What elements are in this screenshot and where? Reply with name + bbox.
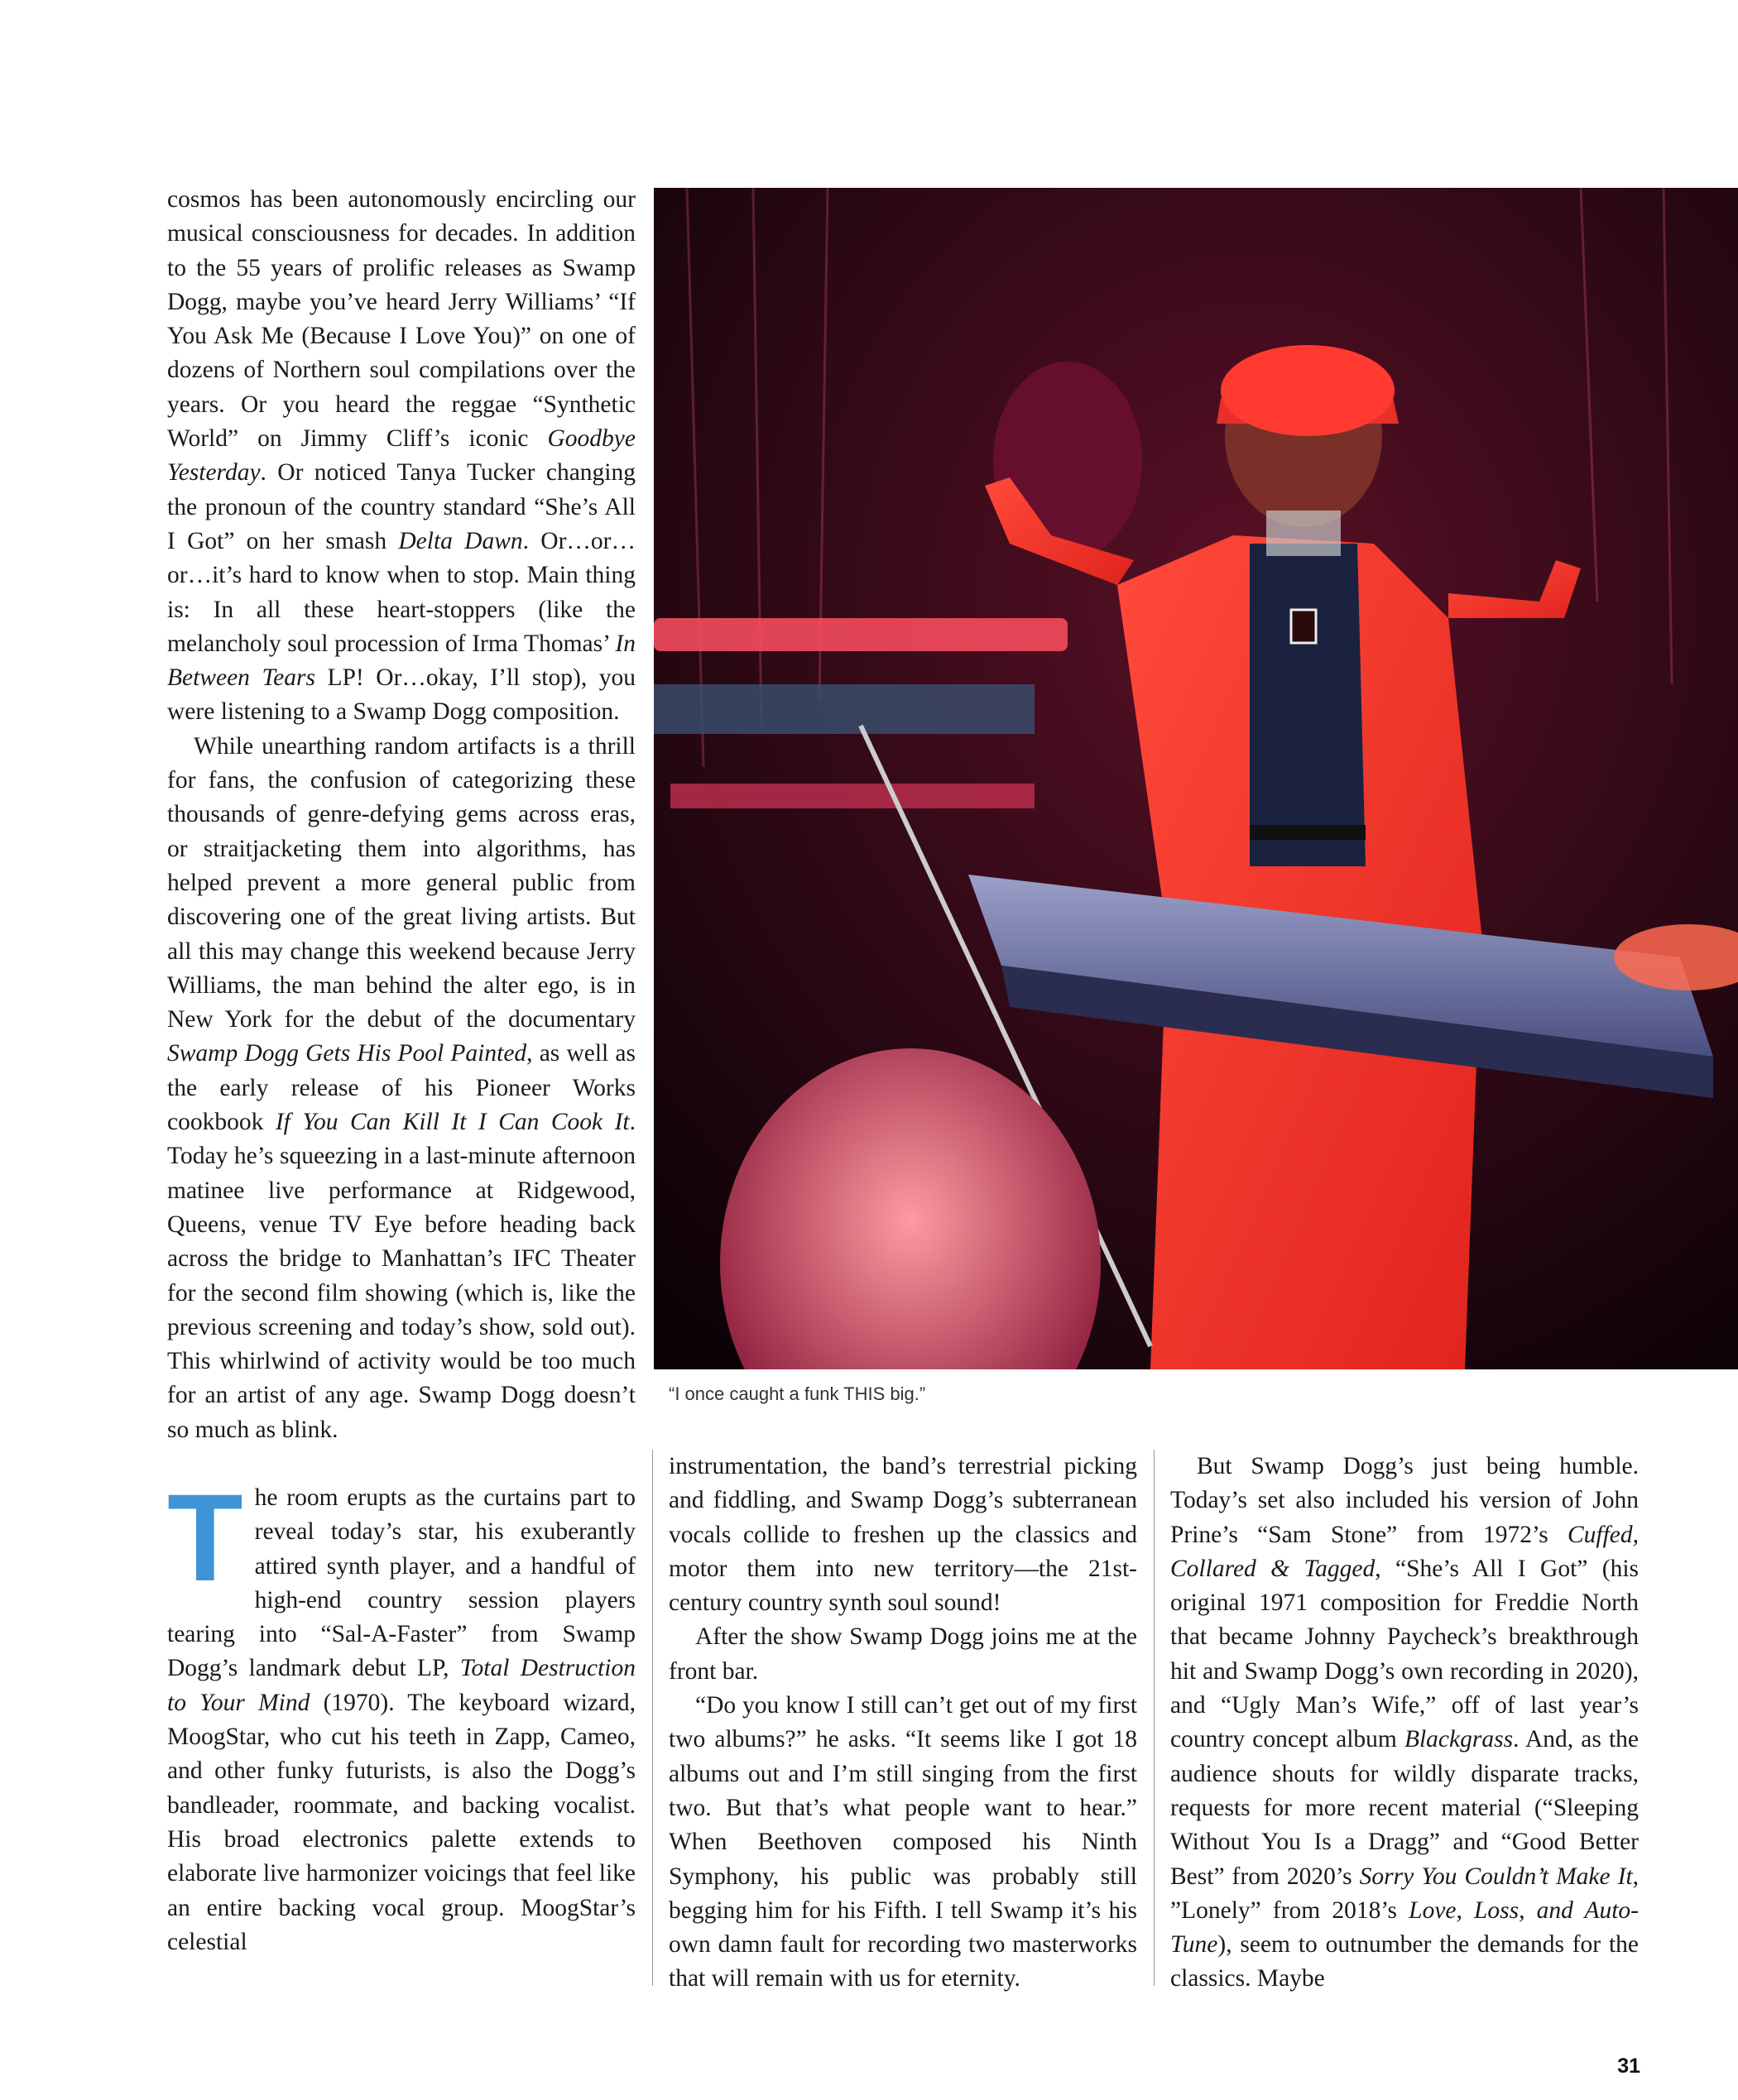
paragraph: cosmos has been autonomously encircling our musical consciousness for decades. In addition to the 55 years of prolific releases as Swamp Dogg, maybe you’ve heard Jerry Williams’ “If You Ask Me (Because I Love You)” on one of dozens of Northern soul compilations over the years. Or you heard the reggae “Synthetic World” on Jimmy Cliff’s iconic Goodbye Yesterday. Or noticed Tanya Tucker changing the pronoun of the country standard “She’s All I Got” on her smash Delta Dawn. Or…or…or…it’s hard to know when to stop. Main thing is: In all these heart-stoppers (like the melancholy soul procession of Irma Thomas’ In Between Tears LP! Or…okay, I’ll stop), you were listening to a Swamp Dogg composition. [167,186,636,726]
drop-cap: T [167,1467,243,1607]
paragraph: While unearthing random artifacts is a thrill for fans, the confusion of categorizing these thousands of genre-defying gems across eras, or straitjacketing them into algorithms, has helped prevent a more general public from discovering one of the great living artists. But all this may change this weekend because Jerry Williams, the man behind the alter ego, is in New York for the debut of the documentary Swamp Dogg Gets His Pool Painted, as well as the early release of his Pioneer Works cookbook If You Can Kill It I Can Cook It. Today he’s squeezing in a last-minute afternoon matinee live performance at Ridgewood, Queens, venue TV Eye before heading back across the bridge to Manhattan’s IFC Theater for the second film showing (which is, like the previous screening and today’s show, sold out). This whirlwind of activity would be too much for an artist of any age. Swamp Dogg doesn’t so much as blink. [167,732,636,1443]
page-number: 31 [1617,2054,1640,2078]
column-divider [1154,1450,1155,1986]
photo-caption: “I once caught a funk THIS big.” [669,1383,926,1404]
article-column-2 [669,1450,1137,1997]
paragraph: “Do you know I still can’t get out of my first two albums?” he asks. “It seems like I got 18 albums out and I’m still singing from the first two. But that’s what people want to hear.” When Beethoven composed his Ninth Symphony, his public was probably still begging him for his Fifth. I tell Swamp it’s his own damn fault for recording two masterworks that will remain with us for eternity. [669,1692,1137,1992]
paragraph: instrumentation, the band’s terrestrial picking and fiddling, and Swamp Dogg’s subterranean vocals collide to freshen up the classics and motor them into new territory—the 21st-century country synth soul sound! [669,1453,1137,1617]
paragraph: The room erupts as the curtains part to reveal today’s star, his exuberantly attired synth player, and a handful of high-end country session players tearing into “Sal-A-Faster” from Swamp Dogg’s landmark debut LP, Total Destruction to Your Mind (1970). The keyboard wizard, MoogStar, who cut his teeth in Zapp, Cameo, and other funky futurists, is also the Dogg’s bandleader, roommate, and backing vocalist. His broad electronics palette extends to elaborate live harmonizer voicings that feel like an entire backing vocal group. MoogStar’s celestial [167,1467,636,1955]
column-divider [652,1450,653,1986]
article-column-1 [167,183,636,1959]
concert-photo [654,188,1738,1369]
paragraph: But Swamp Dogg’s just being humble. Today’s set also included his version of John Prine’s “Sam Stone” from 1972’s Cuffed, Collared & Tagged, “She’s All I Got” (his original 1971 composition for Freddie North that became Johnny Paycheck’s breakthrough hit and Swamp Dogg’s own recording in 2020), and “Ugly Man’s Wife,” off of last year’s country concept album Blackgrass. And, as the audience shouts for wildly disparate tracks, requests for more recent material (“Sleeping Without You Is a Dragg” and “Good Better Best” from 2020’s Sorry You Couldn’t Make It, ”Lonely” from 2018’s Love, Loss, and Auto-Tune), seem to outnumber the demands for the classics. Maybe [1170,1453,1640,1992]
article-column-3 [1170,1450,1639,1997]
paragraph: After the show Swamp Dogg joins me at the front bar. [669,1623,1137,1685]
